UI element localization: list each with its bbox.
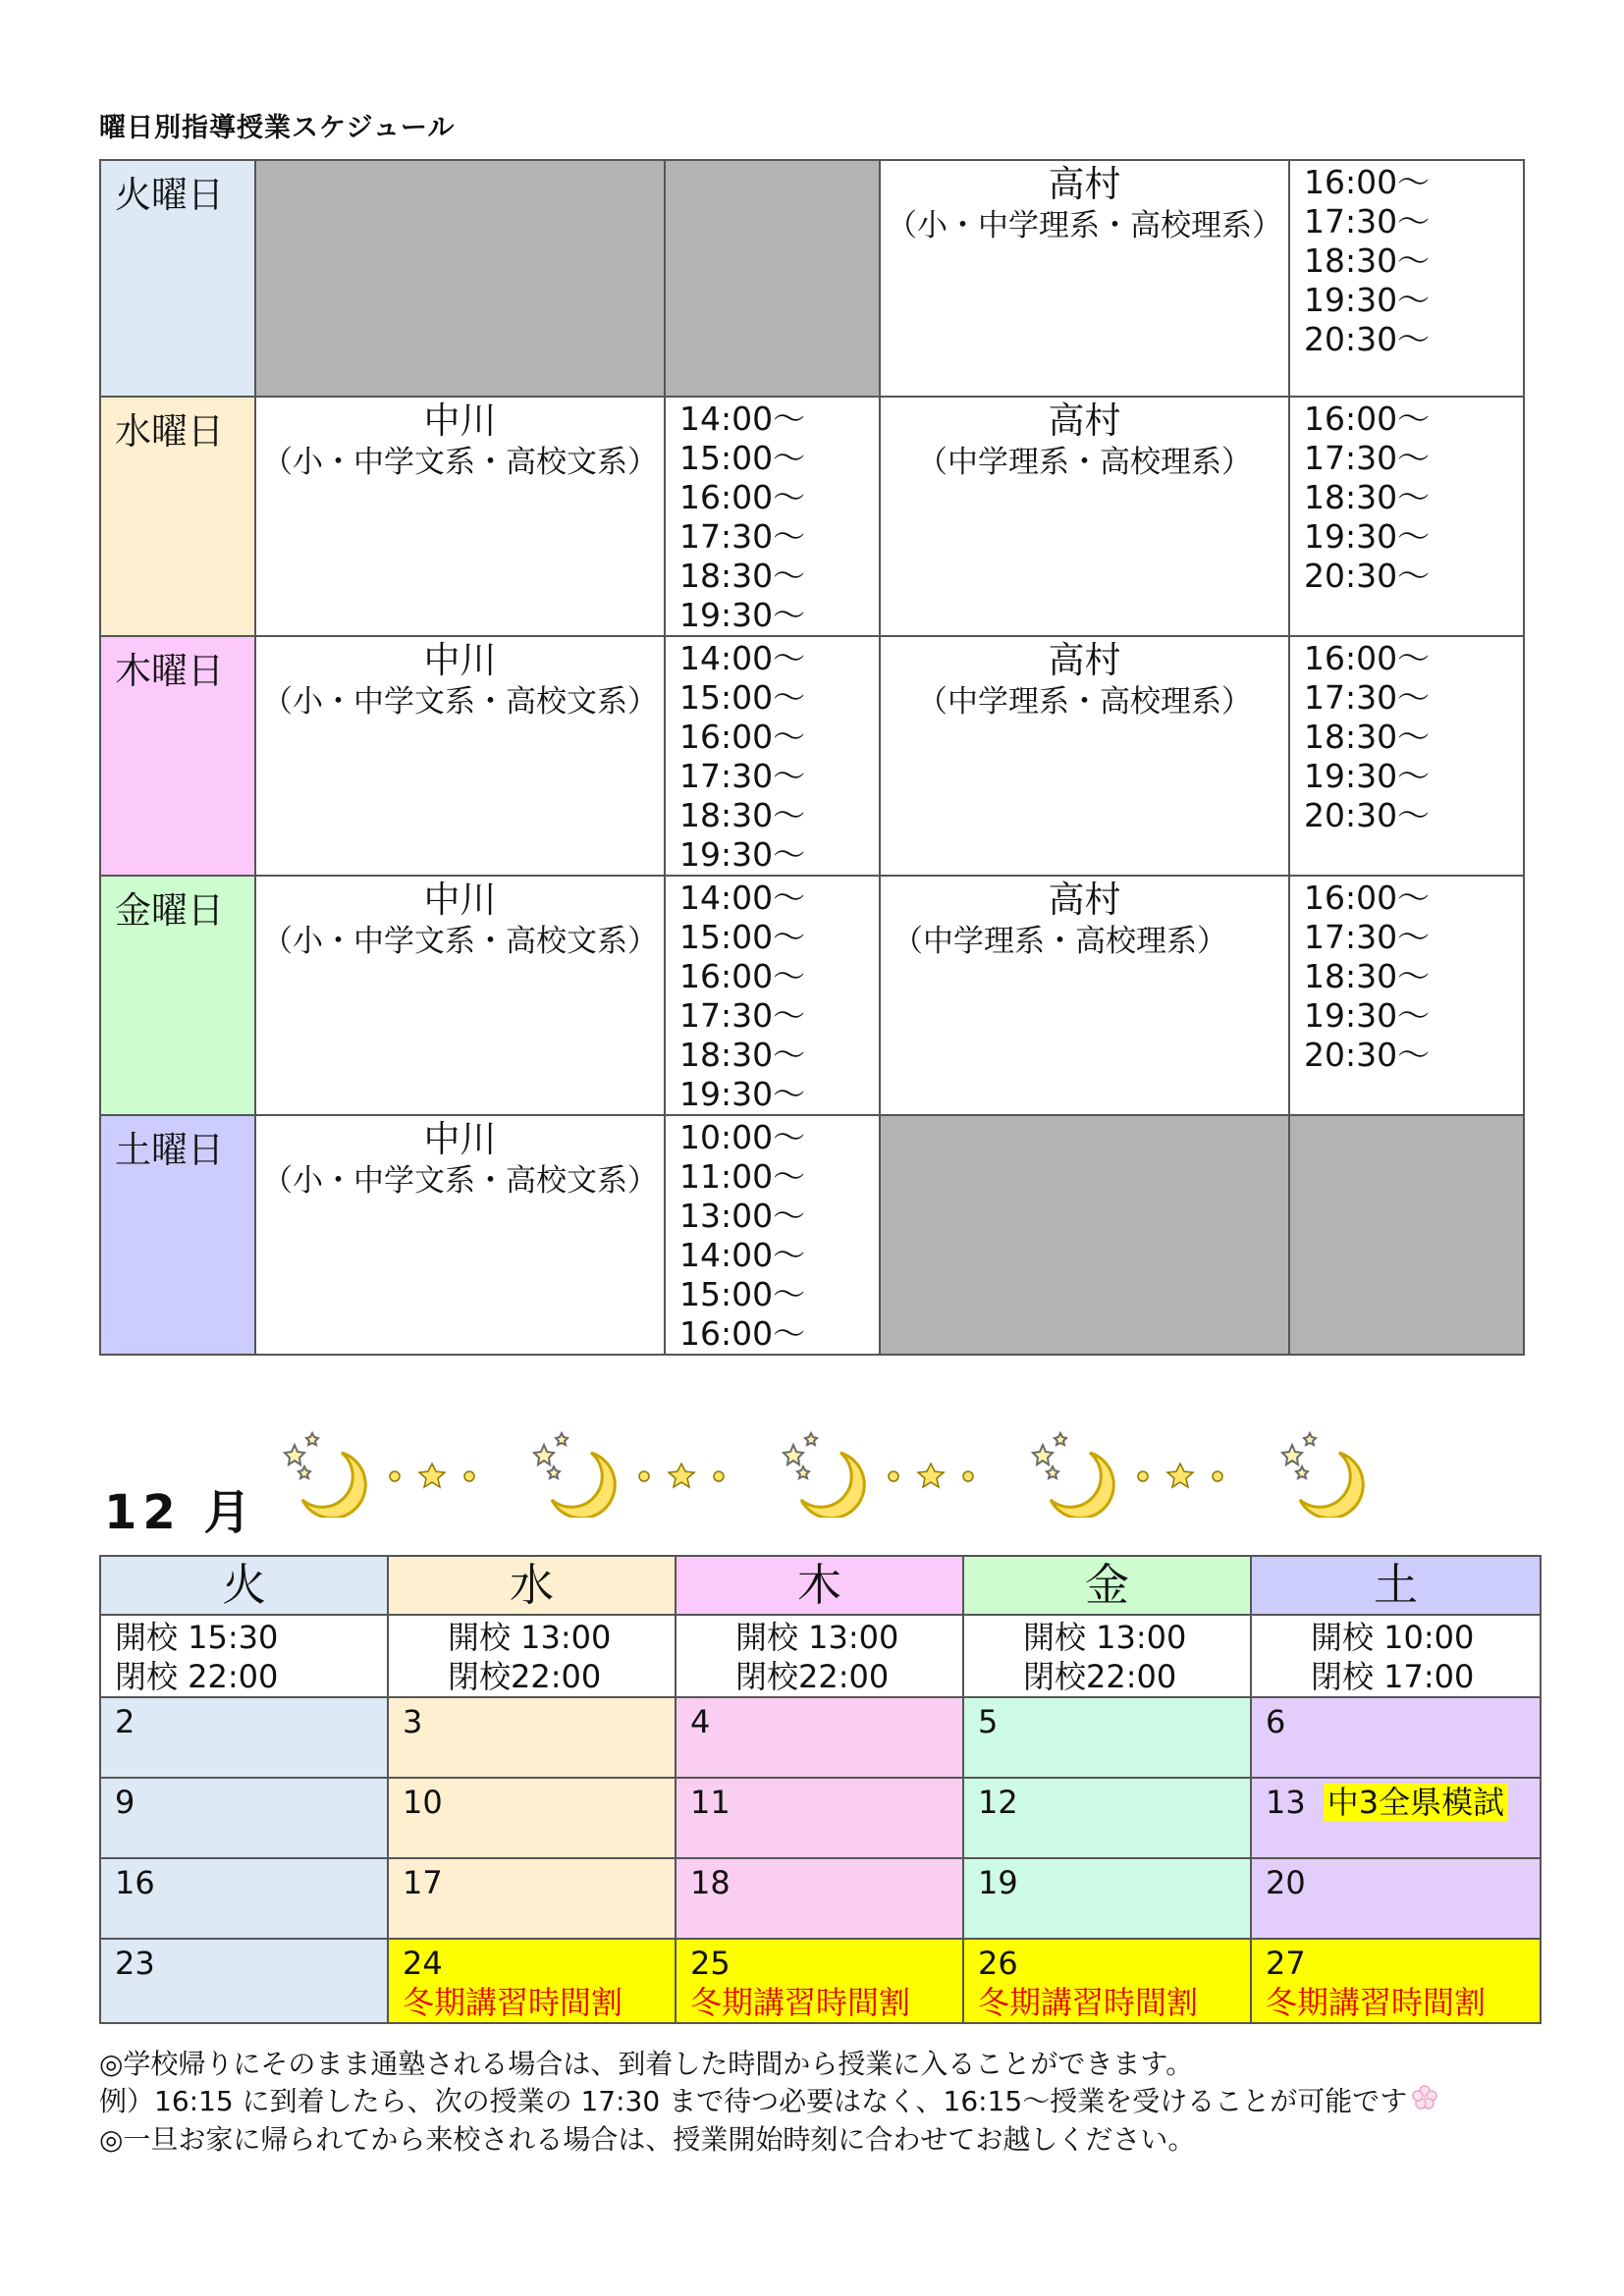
teacher-subjects: （中学理系・高校理系）	[893, 924, 1227, 959]
time-slot: 20:30～	[1304, 320, 1431, 358]
time-slot: 18:30～	[679, 1036, 806, 1074]
teacher-subjects: （小・中学文系・高校文系）	[262, 684, 658, 720]
teacher-name: 高村	[1048, 163, 1121, 205]
day-number: 4	[690, 1703, 711, 1740]
day-number: 12	[978, 1784, 1018, 1821]
close-time: 閉校22:00	[448, 1658, 602, 1695]
teacher-subjects: （小・中学文系・高校文系）	[262, 1163, 658, 1199]
day-number: 23	[115, 1945, 155, 1982]
time-slot: 16:00～	[1304, 639, 1431, 677]
calendar-day	[963, 1939, 1251, 2023]
time-slot: 16:00～	[679, 718, 806, 756]
day-number: 24	[403, 1945, 443, 1982]
time-slot: 16:00～	[679, 1314, 806, 1353]
teacher-name: 中川	[423, 879, 497, 921]
teacher-cell	[880, 636, 1289, 876]
time-slot: 16:00～	[679, 478, 806, 516]
time-slot: 18:30～	[1304, 957, 1431, 995]
opening-hours	[100, 1615, 388, 1697]
teacher-name: 中川	[423, 639, 497, 681]
moon-stars-icon	[1271, 1423, 1365, 1518]
time-slot: 19:30～	[1304, 757, 1431, 795]
time-slot: 17:30～	[1304, 202, 1431, 240]
calendar-day	[100, 1778, 388, 1858]
schedule-day: 木曜日	[100, 636, 255, 876]
flower-icon	[1411, 2084, 1438, 2121]
calendar-week	[100, 1858, 1541, 1939]
time-slot: 19:30～	[679, 596, 806, 634]
calendar-day	[100, 1858, 388, 1939]
calendar-day	[676, 1778, 963, 1858]
time-slots	[1289, 160, 1524, 397]
teacher-name: 高村	[1048, 879, 1121, 921]
day-number: 18	[690, 1864, 731, 1901]
opening-hours	[388, 1615, 676, 1697]
day-number: 20	[1266, 1864, 1306, 1901]
close-time: 閉校22:00	[1023, 1658, 1177, 1695]
empty-cell	[665, 160, 880, 397]
calendar-day	[388, 1858, 676, 1939]
empty-cell	[1289, 1115, 1524, 1355]
time-slot: 13:00～	[679, 1197, 806, 1235]
calendar-day	[1251, 1939, 1541, 2023]
time-slots	[665, 876, 880, 1115]
schedule-row	[100, 876, 1524, 1115]
time-slot: 18:30～	[1304, 478, 1431, 516]
star-dots-icon	[383, 1461, 481, 1490]
time-slot: 19:30～	[679, 1075, 806, 1113]
winter-session-label: 冬期講習時間割	[403, 1984, 623, 2021]
teacher-cell	[255, 1115, 665, 1355]
teacher-cell	[880, 160, 1289, 397]
schedule-table	[99, 159, 1525, 1356]
teacher-cell	[880, 876, 1289, 1115]
day-number: 17	[403, 1864, 443, 1901]
opening-hours	[676, 1615, 963, 1697]
teacher-subjects: （小・中学理系・高校理系）	[887, 208, 1282, 243]
calendar-day	[676, 1939, 963, 2023]
opening-hours	[963, 1615, 1251, 1697]
note-2-text: 例）16:15 に到着したら、次の授業の 17:30 まで待つ必要はなく、16:15～授業を受けることが可能です	[99, 2085, 1408, 2117]
opening-hours-row	[100, 1615, 1541, 1697]
day-number: 19	[978, 1864, 1018, 1901]
teacher-name: 高村	[1048, 639, 1121, 681]
time-slot: 19:30～	[679, 835, 806, 874]
time-slot: 20:30～	[1304, 557, 1431, 595]
calendar-week	[100, 1697, 1541, 1778]
close-time: 閉校 17:00	[1311, 1658, 1475, 1695]
moon-stars-icon	[772, 1423, 866, 1518]
close-time: 閉校22:00	[735, 1658, 890, 1695]
day-number: 5	[978, 1703, 999, 1740]
time-slot: 14:00～	[679, 400, 806, 438]
time-slot: 18:30～	[1304, 718, 1431, 756]
day-number: 25	[690, 1945, 731, 1982]
time-slots	[665, 1115, 880, 1355]
day-number: 16	[115, 1864, 155, 1901]
star-dots-icon	[1131, 1461, 1229, 1490]
time-slot: 16:00～	[1304, 163, 1431, 201]
calendar-day	[388, 1939, 676, 2023]
time-slot: 15:00～	[679, 1275, 806, 1313]
teacher-subjects: （小・中学文系・高校文系）	[262, 445, 658, 480]
schedule-day: 水曜日	[100, 397, 255, 636]
time-slot: 17:30～	[1304, 918, 1431, 956]
teacher-cell	[255, 397, 665, 636]
schedule-row	[100, 1115, 1524, 1355]
time-slot: 16:00～	[1304, 879, 1431, 917]
weekday-header: 水	[388, 1556, 676, 1615]
event-label: 中3全県模試	[1324, 1784, 1508, 1821]
teacher-cell	[255, 636, 665, 876]
time-slots	[1289, 636, 1524, 876]
calendar-day	[100, 1939, 388, 2023]
star-dots-icon	[882, 1461, 980, 1490]
page-title: 曜日別指導授業スケジュール	[99, 113, 456, 143]
time-slot: 18:30～	[679, 796, 806, 834]
time-slot: 14:00～	[679, 879, 806, 917]
calendar-day	[963, 1697, 1251, 1778]
time-slots	[1289, 397, 1524, 636]
winter-session-label: 冬期講習時間割	[978, 1984, 1199, 2021]
day-number: 27	[1266, 1945, 1306, 1982]
teacher-name: 高村	[1048, 400, 1121, 442]
schedule-row	[100, 160, 1524, 397]
time-slot: 19:30～	[1304, 996, 1431, 1035]
weekday-header: 土	[1251, 1556, 1541, 1615]
calendar-header-row	[100, 1556, 1541, 1615]
schedule-row	[100, 397, 1524, 636]
star-dots-icon	[632, 1461, 731, 1490]
day-number: 6	[1266, 1703, 1286, 1740]
calendar-day	[388, 1697, 676, 1778]
open-time: 開校 13:00	[735, 1619, 899, 1656]
time-slot: 17:30～	[1304, 678, 1431, 717]
weekday-header: 金	[963, 1556, 1251, 1615]
day-number: 9	[115, 1784, 135, 1821]
schedule-day: 火曜日	[100, 160, 255, 397]
open-time: 開校 13:00	[1023, 1619, 1187, 1656]
calendar-day	[676, 1858, 963, 1939]
time-slot: 18:30～	[1304, 241, 1431, 280]
day-number: 26	[978, 1945, 1018, 1982]
time-slot: 20:30～	[1304, 796, 1431, 834]
teacher-subjects: （小・中学文系・高校文系）	[262, 924, 658, 959]
time-slot: 16:00～	[1304, 400, 1431, 438]
opening-hours	[1251, 1615, 1541, 1697]
calendar-day	[1251, 1697, 1541, 1778]
note-1: ◎学校帰りにそのまま通塾される場合は、到着した時間から授業に入ることができます。	[99, 2048, 1194, 2080]
schedule-row	[100, 636, 1524, 876]
time-slot: 19:30～	[1304, 281, 1431, 319]
time-slot: 17:30～	[679, 757, 806, 795]
day-number: 11	[690, 1784, 731, 1821]
schedule-day: 土曜日	[100, 1115, 255, 1355]
time-slot: 19:30～	[1304, 517, 1431, 556]
calendar-day	[963, 1858, 1251, 1939]
time-slots	[665, 636, 880, 876]
teacher-name: 中川	[423, 400, 497, 442]
empty-cell	[255, 160, 665, 397]
teacher-cell	[880, 397, 1289, 636]
note-3: ◎一旦お家に帰られてから来校される場合は、授業開始時刻に合わせてお越しください。	[99, 2123, 1196, 2156]
teacher-name: 中川	[423, 1118, 497, 1160]
day-number: 10	[403, 1784, 443, 1821]
open-time: 開校 15:30	[115, 1619, 279, 1656]
time-slot: 15:00～	[679, 678, 806, 717]
note-2	[99, 2083, 1438, 2121]
open-time: 開校 10:00	[1311, 1619, 1475, 1656]
calendar-day	[963, 1778, 1251, 1858]
schedule-day: 金曜日	[100, 876, 255, 1115]
day-number: 13	[1266, 1784, 1306, 1821]
time-slot: 17:30～	[1304, 439, 1431, 477]
open-time: 開校 13:00	[448, 1619, 612, 1656]
time-slots	[1289, 876, 1524, 1115]
day-number: 2	[115, 1703, 135, 1740]
calendar-day	[1251, 1778, 1541, 1858]
time-slot: 17:30～	[679, 517, 806, 556]
teacher-cell	[255, 876, 665, 1115]
close-time: 閉校 22:00	[115, 1658, 279, 1695]
calendar-day	[100, 1697, 388, 1778]
moon-stars-icon	[273, 1423, 367, 1518]
time-slot: 15:00～	[679, 439, 806, 477]
time-slot: 14:00～	[679, 639, 806, 677]
calendar-week	[100, 1939, 1541, 2023]
time-slot: 11:00～	[679, 1157, 806, 1196]
winter-session-label: 冬期講習時間割	[1266, 1984, 1487, 2021]
moon-stars-icon	[1021, 1423, 1115, 1518]
winter-session-label: 冬期講習時間割	[690, 1984, 911, 2021]
time-slot: 10:00～	[679, 1118, 806, 1156]
calendar-table	[99, 1555, 1542, 2024]
moon-stars-icon	[522, 1423, 617, 1518]
teacher-subjects: （中学理系・高校理系）	[917, 684, 1252, 720]
time-slots	[665, 397, 880, 636]
time-slot: 14:00～	[679, 1236, 806, 1274]
month-label: 12 月	[104, 1485, 257, 1540]
time-slot: 18:30～	[679, 557, 806, 595]
weekday-header: 火	[100, 1556, 388, 1615]
time-slot: 15:00～	[679, 918, 806, 956]
time-slot: 16:00～	[679, 957, 806, 995]
teacher-subjects: （中学理系・高校理系）	[917, 445, 1252, 480]
notes	[99, 2046, 1438, 2159]
calendar-day	[676, 1697, 963, 1778]
weekday-header: 木	[676, 1556, 963, 1615]
time-slot: 20:30～	[1304, 1036, 1431, 1074]
calendar-day	[1251, 1858, 1541, 1939]
time-slot: 17:30～	[679, 996, 806, 1035]
calendar-week	[100, 1778, 1541, 1858]
calendar-day	[388, 1778, 676, 1858]
day-number: 3	[403, 1703, 423, 1740]
empty-cell	[880, 1115, 1289, 1355]
